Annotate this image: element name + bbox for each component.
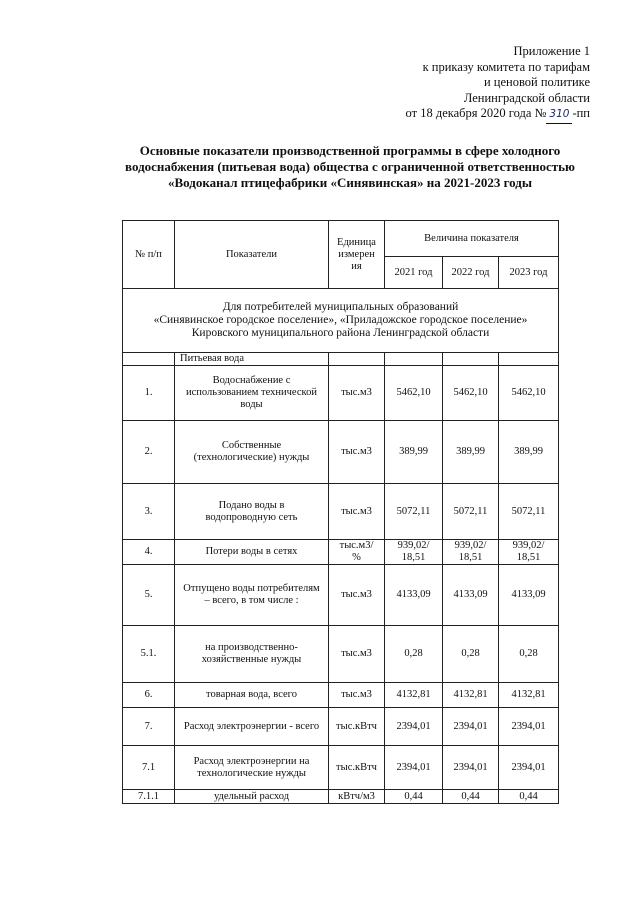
row-number: 3.	[123, 484, 175, 540]
row-value-2022: 5462,10	[443, 366, 499, 421]
row-indicator: Расход электроэнергии - всего	[175, 708, 329, 746]
subgroup-row	[123, 353, 559, 366]
row-value-2023: 939,02/ 18,51	[499, 540, 559, 565]
row-unit: тыс.м3	[329, 366, 385, 421]
table-header	[123, 221, 559, 289]
row-value-2021: 5462,10	[385, 366, 443, 421]
row-number: 7.	[123, 708, 175, 746]
row-value-2023: 0,44	[499, 790, 559, 804]
row-number: 1.	[123, 366, 175, 421]
row-value-2022: 0,44	[443, 790, 499, 804]
row-number: 4.	[123, 540, 175, 565]
row-indicator: удельный расход	[175, 790, 329, 804]
header-unit: Единица измерен ия	[329, 221, 385, 289]
row-number: 5.1.	[123, 626, 175, 683]
table-row	[123, 565, 559, 626]
row-value-2023: 2394,01	[499, 708, 559, 746]
row-value-2022: 2394,01	[443, 746, 499, 790]
row-value-2021: 0,44	[385, 790, 443, 804]
row-number: 7.1.1	[123, 790, 175, 804]
row-value-2021: 0,28	[385, 626, 443, 683]
header-year: 2022 год	[443, 257, 499, 289]
row-indicator: Отпущено воды потребителям – всего, в том числе :	[175, 565, 329, 626]
table-row	[123, 626, 559, 683]
row-value-2023: 0,28	[499, 626, 559, 683]
title-line: «Водоканал птицефабрики «Синявинская» на 2021-2023 годы	[167, 175, 533, 190]
appendix-line: Приложение 1	[513, 44, 590, 58]
row-value-2021: 5072,11	[385, 484, 443, 540]
row-unit: тыс.м3	[329, 421, 385, 484]
header-year: 2023 год	[499, 257, 559, 289]
row-value-2021: 389,99	[385, 421, 443, 484]
title-line: водоснабжения (питьевая вода) общества с ограниченной ответственностью	[125, 159, 575, 174]
order-date-prefix: от 18 декабря 2020 года №	[405, 106, 547, 120]
row-value-2022: 5072,11	[443, 484, 499, 540]
row-indicator: Водоснабжение с использованием технической воды	[175, 366, 329, 421]
row-indicator: Расход электроэнергии на технологические нужды	[175, 746, 329, 790]
row-value-2022: 2394,01	[443, 708, 499, 746]
table-row	[123, 708, 559, 746]
row-unit: тыс.кВтч	[329, 708, 385, 746]
document-title	[100, 143, 600, 191]
header-num: № п/п	[123, 221, 175, 289]
table-row	[123, 790, 559, 804]
row-number: 7.1	[123, 746, 175, 790]
row-value-2022: 0,28	[443, 626, 499, 683]
indicators-table	[122, 220, 559, 804]
row-unit: тыс.м3	[329, 683, 385, 708]
row-unit: тыс.м3/ %	[329, 540, 385, 565]
row-unit: тыс.м3	[329, 484, 385, 540]
consumer-group-caption: Для потребителей муниципальных образований «Синявинское городское поселение», «Приладожское городское поселение» Кировского муниципального района Ленинградской области	[123, 289, 559, 353]
row-value-2023: 4132,81	[499, 683, 559, 708]
order-date-suffix: -пп	[572, 106, 590, 120]
row-value-2021: 939,02/ 18,51	[385, 540, 443, 565]
appendix-line: к приказу комитета по тарифам	[422, 59, 590, 74]
subgroup-label: Питьевая вода	[175, 353, 329, 366]
row-value-2023: 5462,10	[499, 366, 559, 421]
table-row	[123, 421, 559, 484]
row-value-2022: 939,02/ 18,51	[443, 540, 499, 565]
header-indicator: Показатели	[175, 221, 329, 289]
row-number: 5.	[123, 565, 175, 626]
order-number: 310	[546, 107, 572, 124]
row-value-2022: 389,99	[443, 421, 499, 484]
row-value-2023: 5072,11	[499, 484, 559, 540]
row-value-2023: 2394,01	[499, 746, 559, 790]
row-value-2021: 2394,01	[385, 708, 443, 746]
table-row	[123, 366, 559, 421]
order-date-line	[340, 106, 590, 124]
row-value-2022: 4133,09	[443, 565, 499, 626]
row-unit: тыс.кВтч	[329, 746, 385, 790]
appendix-line: Ленинградской области	[463, 90, 590, 105]
table-row	[123, 683, 559, 708]
row-indicator: на производственно- хозяйственные нужды	[175, 626, 329, 683]
table-body	[123, 366, 559, 804]
row-value-2021: 4132,81	[385, 683, 443, 708]
row-number: 2.	[123, 421, 175, 484]
appendix-header	[340, 44, 590, 124]
table-row	[123, 484, 559, 540]
row-indicator: товарная вода, всего	[175, 683, 329, 708]
row-unit: кВтч/м3	[329, 790, 385, 804]
row-value-2023: 389,99	[499, 421, 559, 484]
row-indicator: Потери воды в сетях	[175, 540, 329, 565]
row-value-2021: 2394,01	[385, 746, 443, 790]
table-row	[123, 540, 559, 565]
table-row	[123, 746, 559, 790]
header-value-group: Величина показателя	[385, 221, 559, 257]
title-line: Основные показатели производственной программы в сфере холодного	[139, 143, 561, 158]
row-value-2023: 4133,09	[499, 565, 559, 626]
appendix-line: и ценовой политике	[483, 75, 590, 89]
row-indicator: Подано воды в водопроводную сеть	[175, 484, 329, 540]
row-unit: тыс.м3	[329, 626, 385, 683]
consumer-group-row	[123, 289, 559, 353]
row-indicator: Собственные (технологические) нужды	[175, 421, 329, 484]
row-number: 6.	[123, 683, 175, 708]
row-value-2021: 4133,09	[385, 565, 443, 626]
row-value-2022: 4132,81	[443, 683, 499, 708]
header-year: 2021 год	[385, 257, 443, 289]
row-unit: тыс.м3	[329, 565, 385, 626]
